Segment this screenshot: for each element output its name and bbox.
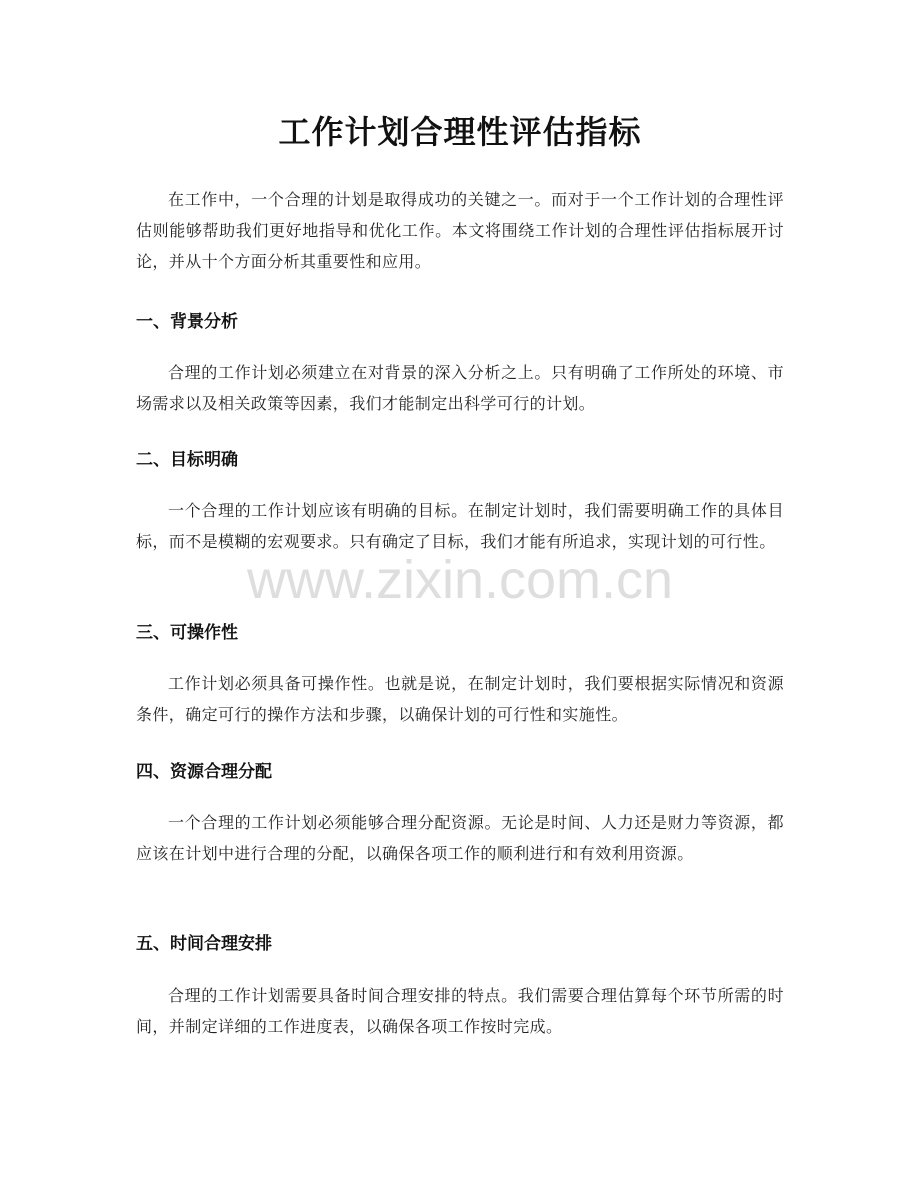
section-body-background: 合理的工作计划必须建立在对背景的深入分析之上。只有明确了工作所处的环境、市场需求以及相关政策等因素，我们才能制定出科学可行的计划。 — [136, 363, 784, 413]
section-heading-operability: 三、可操作性 — [136, 623, 238, 643]
document-title: 工作计划合理性评估指标 — [278, 113, 642, 151]
watermark-text: www.zixin.com.cn — [246, 550, 674, 610]
section-heading-goals: 二、目标明确 — [136, 450, 238, 470]
section-heading-background: 一、背景分析 — [136, 312, 238, 332]
section-body-schedule: 合理的工作计划需要具备时间合理安排的特点。我们需要合理估算每个环节所需的时间，并制定详细的工作进度表，以确保各项工作按时完成。 — [136, 986, 784, 1036]
section-body-goals: 一个合理的工作计划应该有明确的目标。在制定计划时，我们需要明确工作的具体目标，而不是模糊的宏观要求。只有确定了目标，我们才能有所追求，实现计划的可行性。 — [136, 501, 784, 551]
section-heading-resources: 四、资源合理分配 — [136, 762, 272, 782]
section-body-resources: 一个合理的工作计划必须能够合理分配资源。无论是时间、人力还是财力等资源，都应该在计划中进行合理的分配，以确保各项工作的顺利进行和有效利用资源。 — [136, 813, 784, 863]
section-body-operability: 工作计划必须具备可操作性。也就是说，在制定计划时，我们要根据实际情况和资源条件，确定可行的操作方法和步骤，以确保计划的可行性和实施性。 — [136, 674, 784, 724]
intro-paragraph: 在工作中，一个合理的计划是取得成功的关键之一。而对于一个工作计划的合理性评估则能够帮助我们更好地指导和优化工作。本文将围绕工作计划的合理性评估指标展开讨论，并从十个方面分析其重要性和应用。 — [136, 190, 784, 271]
section-heading-schedule: 五、时间合理安排 — [136, 934, 272, 954]
